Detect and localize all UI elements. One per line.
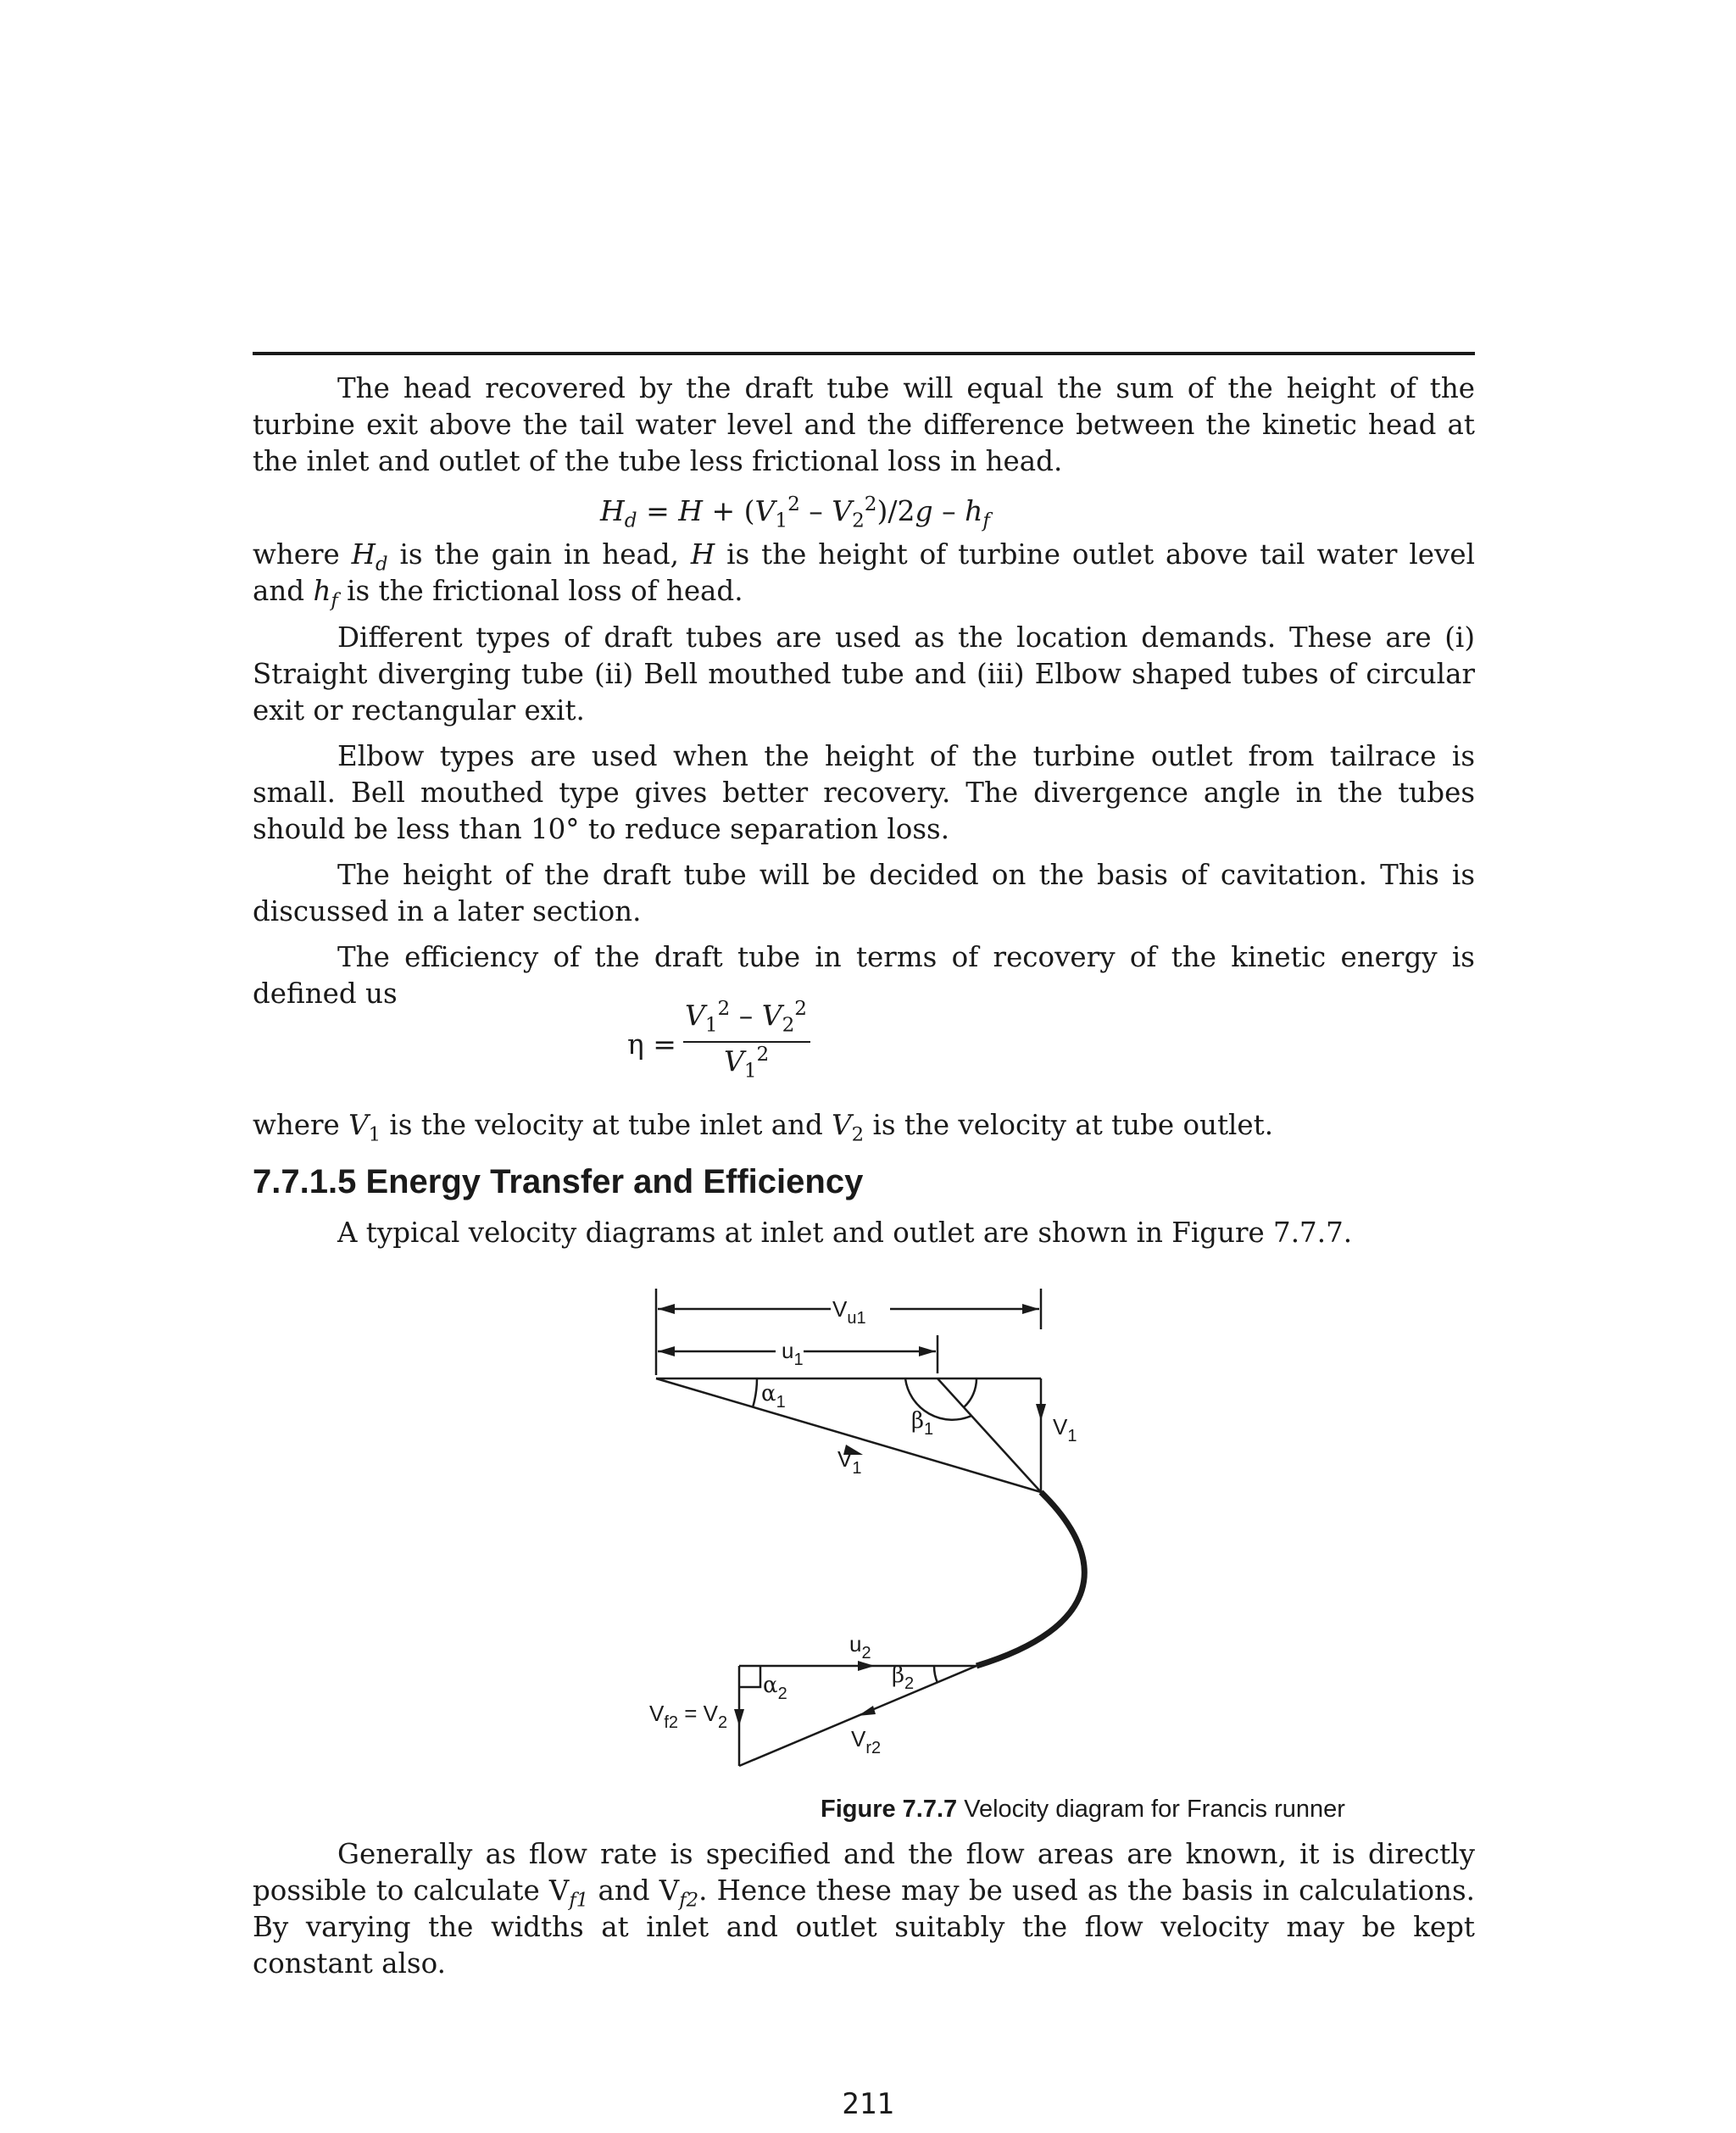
label-alpha2: $\alpha_2$ [763,1673,787,1703]
paragraph-draft-tube-types: Different types of draft tubes are used as the location demands. These are (i) Straight diverging tube (ii) Bell mouthed tube and (iii) Elbow shaped tubes of circular exit or rectangular exit. [253,621,1475,727]
label-alpha1: $\alpha_1$ [761,1381,786,1412]
section-heading: 7.7.1.5 Energy Transfer and Efficiency [253,1163,864,1200]
label-beta1: $\beta_1$ [911,1408,934,1439]
paragraph-figure-intro: A typical velocity diagrams at inlet and outlet are shown in Figure 7.7.7. [337,1217,1353,1249]
equation-efficiency: η = $V_1^2 - V_2^2$ $V_1^2$ [627,992,822,1094]
paragraph-efficiency-definition: The efficiency of the draft tube in terms of recovery of the kinetic energy is defined us [253,941,1475,1010]
page-number: 211 [842,2087,894,2121]
label-u2: $u_2$ [849,1631,871,1662]
paragraph-height-cavitation: The height of the draft tube will be decided on the basis of cavitation. This is discussed in a later section. [253,859,1475,927]
label-v1-vertical: $V_1$ [1053,1414,1077,1445]
figure-caption: Figure 7.7.7 Velocity diagram for Francis runner [821,1796,1345,1823]
label-beta2: $\beta_2$ [892,1662,915,1693]
equation-head-gain: $H_d = H + (V_1^2 - V_2^2)/2g - h_f$ [600,493,990,532]
paragraph-where-hd: where $H_d$ is the gain in head, H is the height of turbine outlet above tail water level and $h_f$ is the frictional loss of head. [253,538,1475,612]
paragraph-elbow-types: Elbow types are used when the height of the turbine outlet from tailrace is small. Bell mouthed type gives better recovery. The divergence angle in the tubes should be less than 10° to reduce separation loss. [253,740,1475,845]
label-u1: $u_1$ [782,1338,804,1369]
paragraph-flow-rate: Generally as flow rate is specified and the flow areas are known, it is directly possible to calculate $V_{f1}$ and $V_{f2}$. Hence these may be used as the basis in calculations. By varying the widths at inlet and outlet suitably the flow velocity may be kept constant also. [253,1838,1475,1980]
label-vr2: $V_{r2}$ [851,1726,882,1757]
paragraph-where-v1-v2: where $V_1$ is the velocity at tube inlet and $V_2$ is the velocity at tube outlet. [253,1109,1274,1146]
label-v1-absolute: $V_1$ [837,1446,862,1478]
label-vu1: $V_{u1}$ [832,1296,866,1328]
label-vf2-equals-v2: $V_{f2} = V_2$ [649,1701,728,1732]
paragraph-head-recovered: The head recovered by the draft tube will equal the sum of the height of the turbine exit above the tail water level and the difference between the kinetic head at the inlet and outlet of the tube less frictional loss in head. [253,372,1475,477]
